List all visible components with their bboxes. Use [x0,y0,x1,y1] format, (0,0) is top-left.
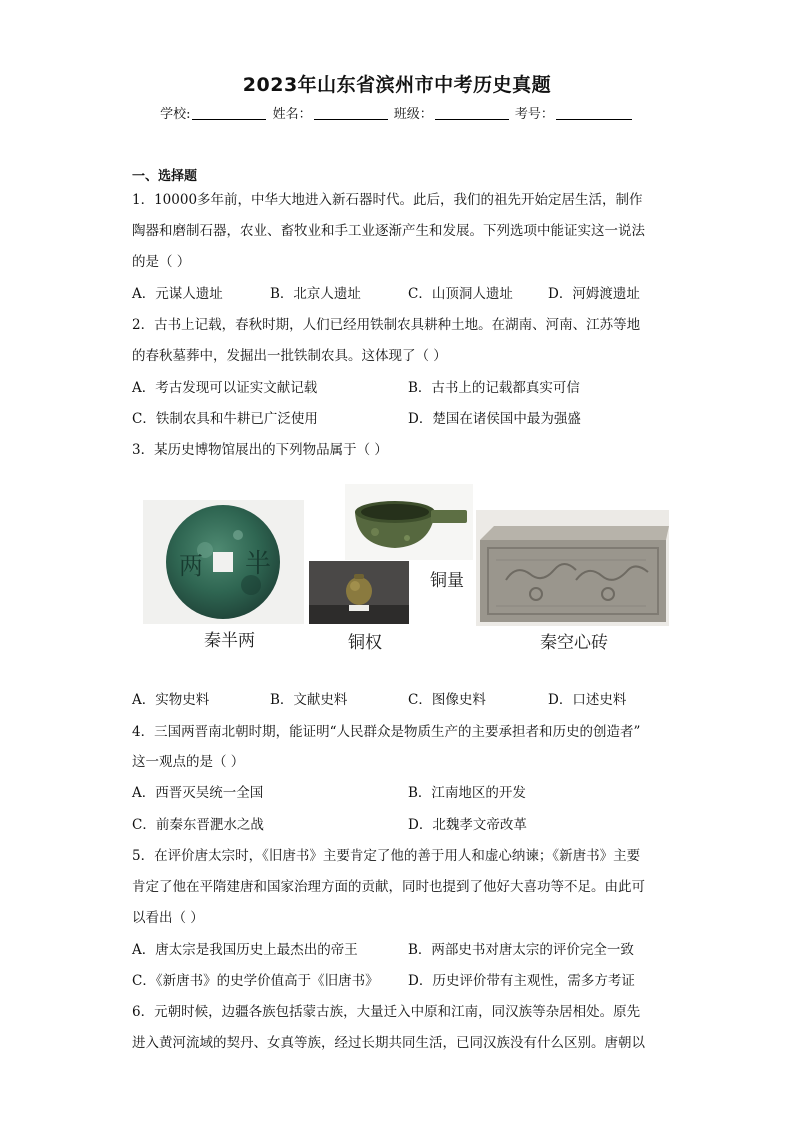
coin-char-right: 半 [245,549,272,579]
school-label: 学校: [160,107,191,122]
class-blank[interactable] [435,107,509,120]
caption-brick: 秦空心砖 [540,633,608,653]
caption-weight: 铜权 [348,633,382,653]
q5-line-2: 肯定了他在平隋建唐和国家治理方面的贡献，同时也提到了他好大喜功等不足。由此可 [132,879,645,895]
coin-char-left: 两 [179,552,203,580]
q4-option-d: D．北魏孝文帝改革 [408,817,527,833]
q5-line-3: 以看出（ ） [132,910,204,926]
weight-image [309,561,409,624]
q2-option-d: D．楚国在诸侯国中最为强盛 [408,411,581,427]
coin-photo [143,500,304,624]
q3-option-a: A．实物史料 [132,692,210,708]
q3-option-d: D．口述史料 [548,692,627,708]
q1-option-c: C．山顶洞人遗址 [408,286,513,302]
brick-photo [476,510,669,626]
q4-line-1: 4．三国两晋南北朝时期，能证明“人民群众是物质生产的主要承担者和历史的创造者” [132,724,641,740]
q4-line-2: 这一观点的是（ ） [132,754,245,770]
q5-line-1: 5．在评价唐太宗时，《旧唐书》主要肯定了他的善于用人和虚心纳谏；《新唐书》主要 [132,848,641,864]
q1-option-d: D．河姆渡遗址 [548,286,640,302]
school-blank[interactable] [192,107,266,120]
name-label: 姓名： [272,107,312,122]
student-info-line [0,103,794,122]
q5-option-b: B．两部史书对唐太宗的评价完全一致 [408,942,634,958]
q2-option-a: A．考古发现可以证实文献记载 [132,380,318,396]
q2-option-b: B．古书上的记载都真实可信 [408,380,580,396]
exam-no-label: 考号： [514,107,554,122]
q6-line-2: 进入黄河流域的契丹、女真等族，经过长期共同生活，已同汉族没有什么区别。唐朝以 [132,1035,645,1051]
measure-photo [345,484,473,560]
section-heading: 一、选择题 [132,169,198,184]
q2-line-2: 的春秋墓葬中，发掘出一批铁制农具。这体现了（ ） [132,348,447,364]
class-label: 班级： [393,107,433,122]
q4-option-a: A．西晋灭吴统一全国 [132,785,264,801]
q2-line-1: 2．古书上记载，春秋时期，人们已经用铁制农具耕种土地。在湖南、河南、江苏等地 [132,317,641,333]
brick-image [476,510,669,626]
q5-option-d: D．历史评价带有主观性，需多方考证 [408,973,635,989]
q1-option-b: B．北京人遗址 [270,286,361,302]
page-title: 2023年山东省滨州市中考历史真题 [242,74,552,96]
exam-no-blank[interactable] [556,107,632,120]
caption-coin: 秦半两 [204,631,255,651]
q3-line-1: 3．某历史博物馆展出的下列物品属于（ ） [132,442,388,458]
weight-photo [309,561,409,624]
q2-option-c: C．铁制农具和牛耕已广泛使用 [132,411,318,427]
q1-line-3: 的是（ ） [132,254,191,270]
q3-option-b: B．文献史料 [270,692,348,708]
q6-line-1: 6．元朝时候，边疆各族包括蒙古族，大量迁入中原和江南，同汉族等杂居相处。原先 [132,1004,641,1020]
q4-option-b: B．江南地区的开发 [408,785,526,801]
q1-option-a: A．元谋人遗址 [132,286,223,302]
q3-option-c: C．图像史料 [408,692,486,708]
coin-image [143,500,304,624]
q1-line-2: 陶器和磨制石器，农业、畜牧业和手工业逐渐产生和发展。下列选项中能证实这一说法 [132,223,645,239]
measure-image [345,484,473,560]
q5-option-c: C．《新唐书》的史学价值高于《旧唐书》 [132,973,379,989]
q5-option-a: A．唐太宗是我国历史上最杰出的帝王 [132,942,358,958]
q1-line-1: 1．10000多年前，中华大地进入新石器时代。此后，我们的祖先开始定居生活，制作 [132,192,643,208]
q4-option-c: C．前秦东晋淝水之战 [132,817,264,833]
name-blank[interactable] [314,107,388,120]
caption-measure: 铜量 [430,571,464,591]
